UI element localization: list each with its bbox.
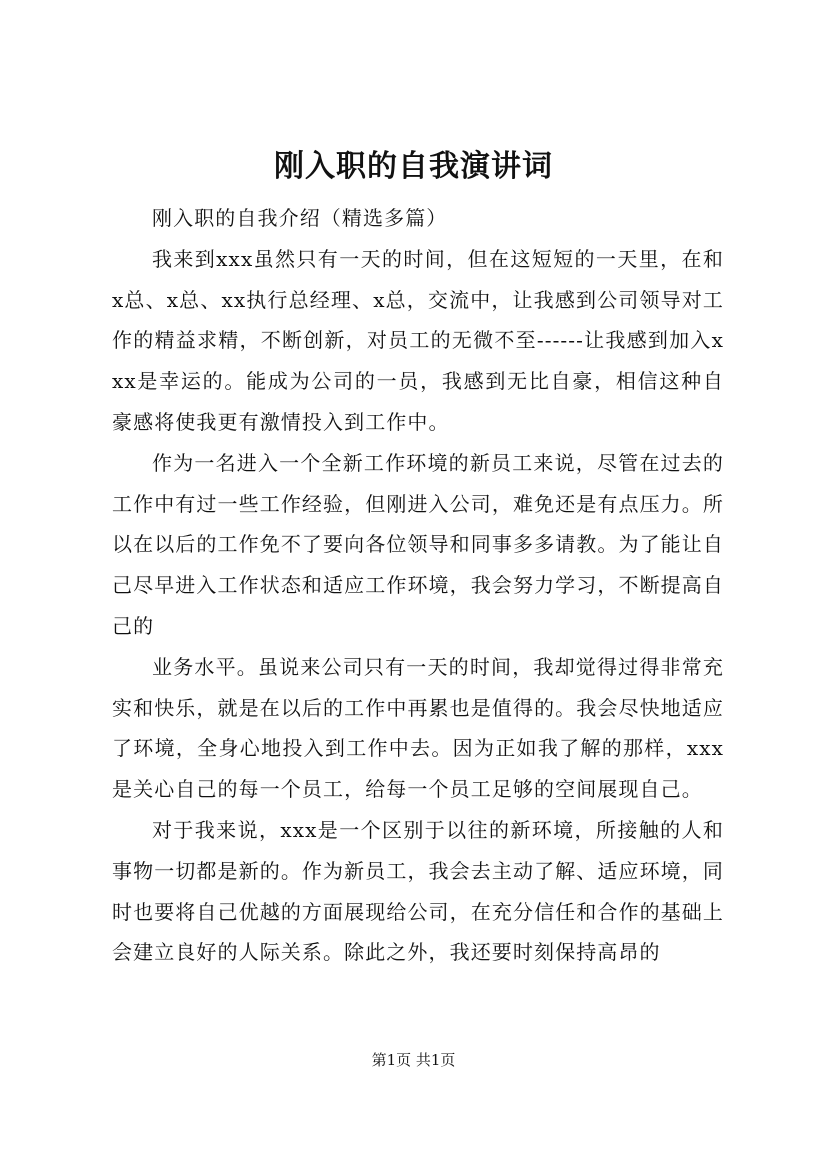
document-subtitle: 刚入职的自我介绍（精选多篇）: [152, 206, 448, 230]
paragraph-2: 作为一名进入一个全新工作环境的新员工来说，尽管在过去的工作中有过一些工作经验，但刚进入公司，难免还是有点压力。所以在以后的工作免不了要向各位领导和同事多多请教。为了能让自己尽早进入工作状态和适应工作环境，我会努力学习，不断提高自己的: [112, 450, 724, 638]
page-footer: 第1页 共1页: [371, 1051, 456, 1069]
document-title: 刚入职的自我演讲词: [274, 149, 553, 184]
paragraph-3: 业务水平。虽说来公司只有一天的时间，我却觉得过得非常充实和快乐，就是在以后的工作中再累也是值得的。我会尽快地适应了环境，全身心地投入到工作中去。因为正如我了解的那样，xxx是关心自己的每一个员工，给每一个员工足够的空间展现自己。: [112, 654, 724, 802]
paragraph-1: 我来到xxx虽然只有一天的时间，但在这短短的一天里，在和x总、x总、xx执行总经理、x总，交流中，让我感到公司领导对工作的精益求精，不断创新，对员工的无微不至------让我感到加入xxx是幸运的。能成为公司的一员，我感到无比自豪，相信这种自豪感将使我更有激情投入到工作中。: [112, 246, 724, 434]
document-body: [112, 198, 724, 973]
paragraph-4: 对于我来说，xxx是一个区别于以往的新环境，所接触的人和事物一切都是新的。作为新员工，我会去主动了解、适应环境，同时也要将自己优越的方面展现给公司，在充分信任和合作的基础上会建立良好的人际关系。除此之外，我还要时刻保持高昂的: [112, 817, 724, 965]
